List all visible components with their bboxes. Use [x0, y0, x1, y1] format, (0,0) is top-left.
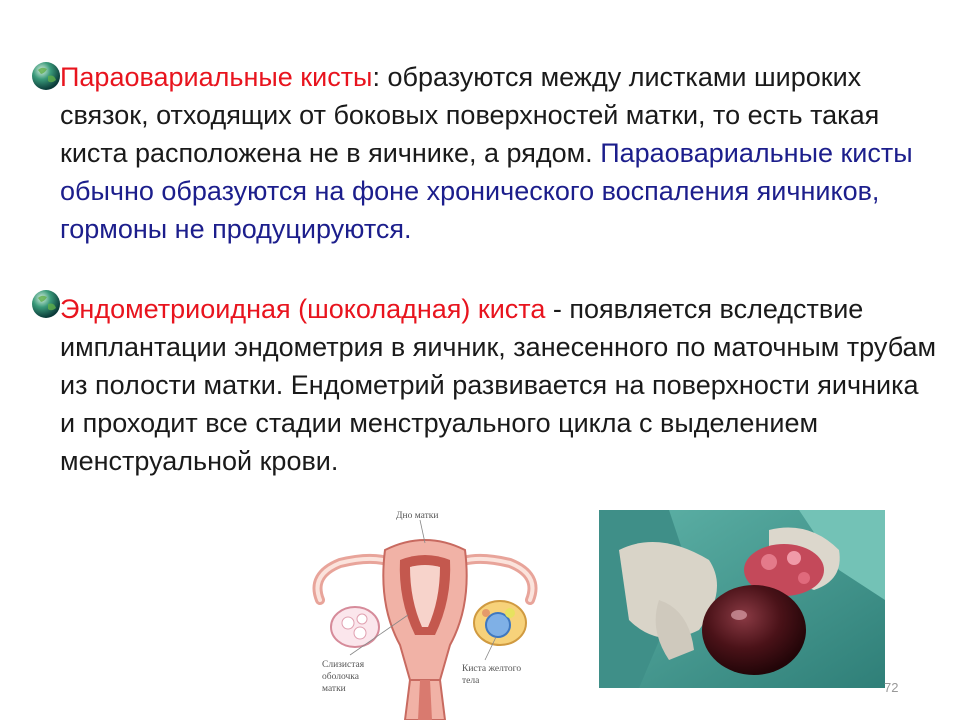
endometrioid-description: - появляется вследствие имплантации эндометрия в яичник, занесенного по маточным трубам из полости матки. Ендометрий развивается на поверхности яичника и проходит все стадии менструального цикла с выделением менструальной крови.	[60, 294, 937, 476]
globe-bullet-icon	[30, 288, 62, 320]
label-corpus-luteum-2: тела	[462, 676, 480, 686]
page-number: 72	[884, 680, 899, 695]
label-mucosa-3: матки	[322, 684, 346, 694]
label-mucosa-2: оболочка	[322, 672, 359, 682]
label-fundus: Дно матки	[396, 511, 439, 521]
paraovarian-note: Параовариальные кисты обычно образуются на фоне хронического воспаления яичников, гормоны не продуцируются.	[60, 138, 913, 244]
globe-bullet-icon	[30, 60, 62, 92]
term-endometrioid-cyst: Эндометриоидная (шоколадная) киста	[60, 294, 546, 324]
bullet-endometrioid-cyst	[60, 290, 940, 480]
term-separator: :	[372, 62, 388, 92]
label-corpus-luteum-1: Киста желтого	[462, 664, 522, 674]
uterus-diagram	[300, 505, 550, 720]
label-mucosa-1: Слизистая	[322, 660, 365, 670]
surgical-photo	[599, 510, 885, 688]
paraovarian-description: образуются между листками широких связок, отходящих от боковых поверхностей матки, то есть такая киста расположена не в яичнике, а рядом.	[60, 62, 880, 168]
bullet-paraovarian-cysts	[60, 58, 940, 248]
term-paraovarian-cysts: Параовариальные кисты	[60, 62, 373, 92]
